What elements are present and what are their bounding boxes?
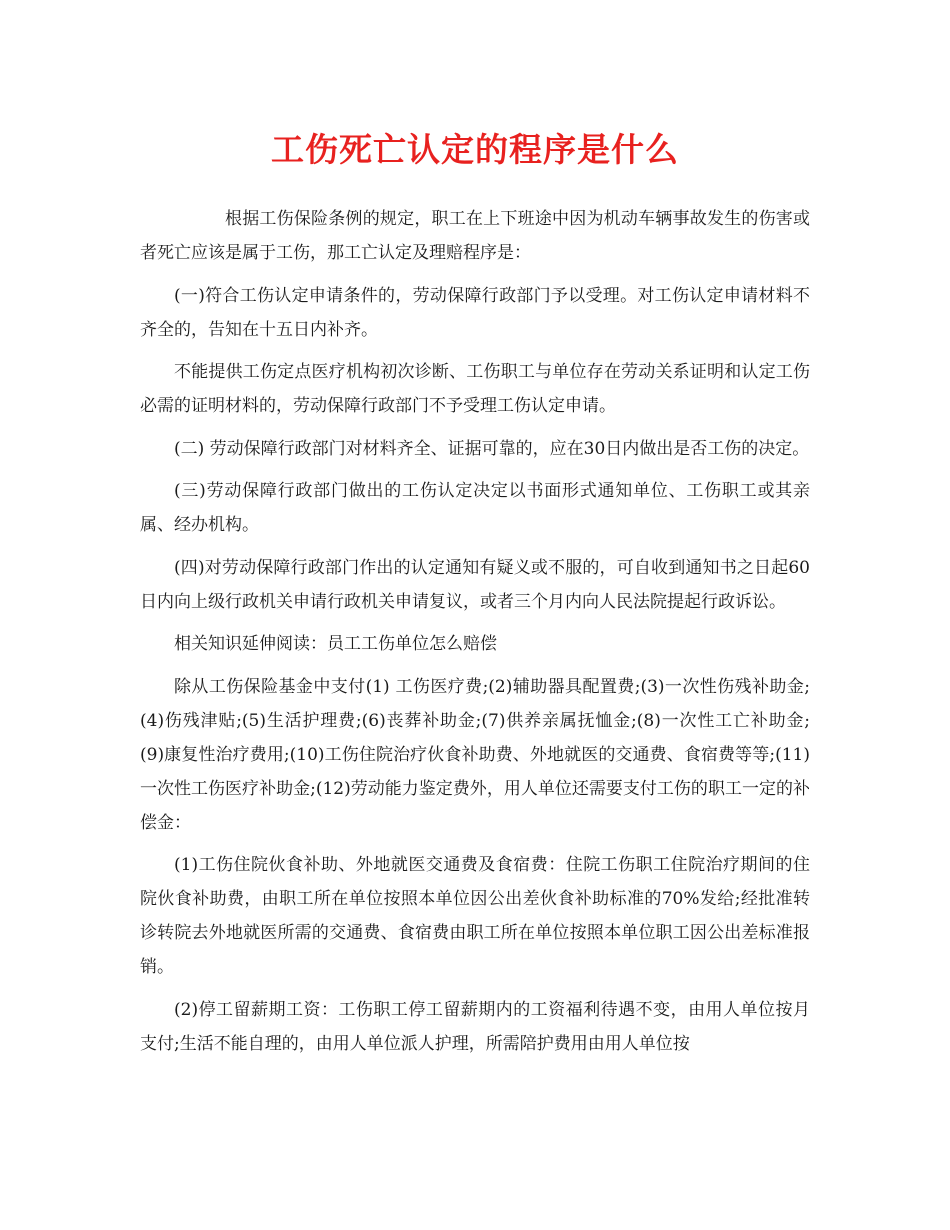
paragraph-compensation-1: (1)工伤住院伙食补助、外地就医交通费及食宿费：住院工伤职工住院治疗期间的住院伙食补助费，由职工所在单位按照本单位因公出差伙食补助标准的70%发给;经批准转诊转院去外地就医所需的交通费、食宿费由职工所在单位按照本单位职工因公出差标准报销。 bbox=[140, 855, 810, 977]
paragraph-compensation-items: 除从工伤保险基金中支付(1) 工伤医疗费;(2)辅助器具配置费;(3)一次性伤残补助金;(4)伤残津贴;(5)生活护理费;(6)丧葬补助金;(7)供养亲属抚恤金;(8)一次性工亡补助金; (9)康复性治疗费用;(10)工伤住院治疗伙食补助费、外地就医的交通费、食宿费等等;(11)一次性工伤医疗补助金;(12)劳动能力鉴定费外，用人单位还需要支付工伤的职工一定的补偿金： bbox=[140, 676, 810, 833]
document-body bbox=[140, 202, 810, 1069]
paragraph-related-reading: 相关知识延伸阅读：员工工伤单位怎么赔偿 bbox=[174, 634, 497, 654]
paragraph-step-1: (一)符合工伤认定申请条件的，劳动保障行政部门予以受理。对工伤认定申请材料不齐全的，告知在十五日内补齐。 bbox=[140, 285, 810, 340]
paragraph-step-4: (四)对劳动保障行政部门作出的认定通知有疑义或不服的，可自收到通知书之日起60日内向上级行政机关申请行政机关申请复议，或者三个月内向人民法院提起行政诉讼。 bbox=[140, 557, 810, 612]
page-title: 工伤死亡认定的程序是什么 bbox=[271, 130, 679, 169]
paragraph-step-3: (三)劳动保障行政部门做出的工伤认定决定以书面形式通知单位、工伤职工或其亲属、经办机构。 bbox=[140, 481, 810, 535]
paragraph-intro: 根据工伤保险条例的规定，职工在上下班途中因为机动车辆事故发生的伤害或者死亡应该是属于工伤，那工亡认定及理赔程序是： bbox=[140, 209, 810, 263]
paragraph-step-1-note: 不能提供工伤定点医疗机构初次诊断、工伤职工与单位存在劳动关系证明和认定工伤必需的证明材料的，劳动保障行政部门不予受理工伤认定申请。 bbox=[140, 362, 810, 416]
paragraph-compensation-2: (2)停工留薪期工资：工伤职工停工留薪期内的工资福利待遇不变，由用人单位按月支付;生活不能自理的，由用人单位派人护理，所需陪护费用由用人单位按 bbox=[140, 999, 810, 1054]
paragraph-step-2: (二) 劳动保障行政部门对材料齐全、证据可靠的，应在30日内做出是否工伤的决定。 bbox=[174, 438, 810, 459]
